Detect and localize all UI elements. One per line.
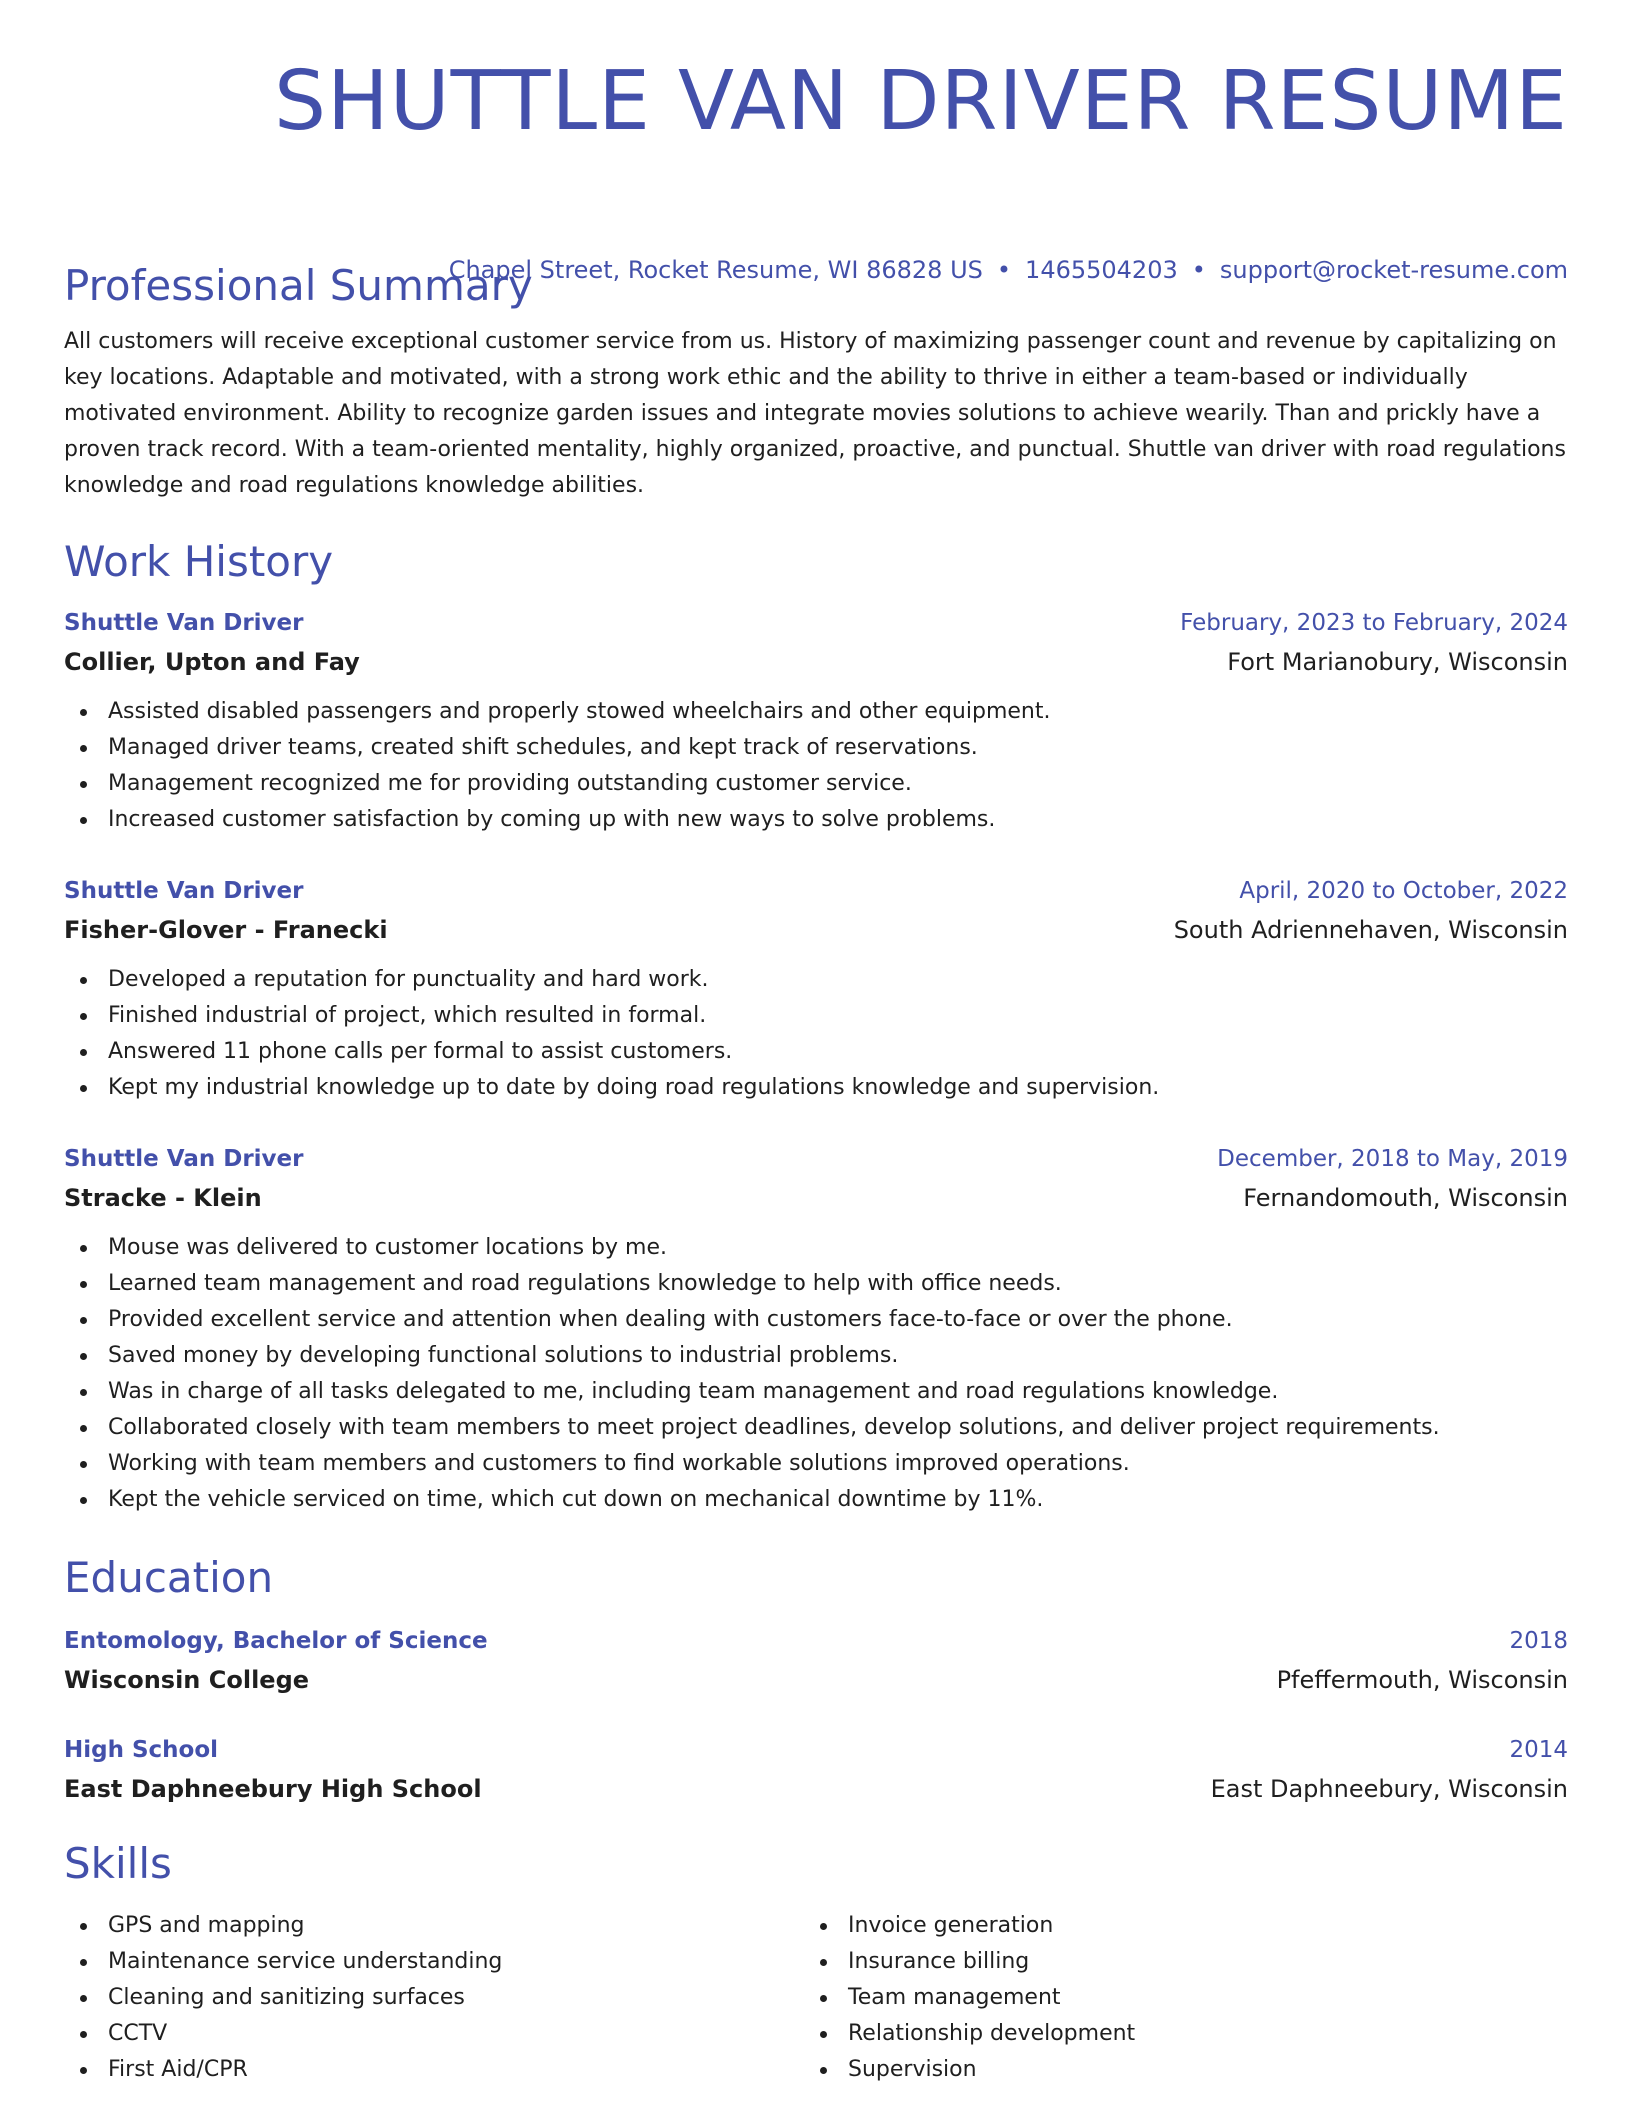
education-header-row	[64, 1622, 1568, 1660]
skill-item: Insurance billing	[804, 1944, 1544, 1980]
list-item: Management recognized me for providing outstanding customer service.	[64, 766, 1568, 802]
job-role: Shuttle Van Driver	[64, 878, 304, 904]
summary-section	[64, 258, 1568, 504]
job-dates: February, 2023 to February, 2024	[1180, 610, 1568, 636]
email-link[interactable]: support@rocket-resume.com	[1219, 256, 1568, 284]
job-role: Shuttle Van Driver	[64, 610, 304, 636]
skill-item: GPS and mapping	[64, 1908, 804, 1944]
resume-header	[64, 52, 1568, 152]
education-school: Wisconsin College	[64, 1666, 310, 1694]
section-heading-work-history: Work History	[64, 537, 334, 586]
education-header-row	[64, 1731, 1568, 1769]
job-header-row	[64, 1140, 1568, 1178]
education-year: 2018	[1509, 1628, 1568, 1654]
phone: 1465504203	[1025, 256, 1178, 284]
job-entry	[64, 872, 1568, 1106]
skill-item: Cleaning and sanitizing surfaces	[64, 1980, 804, 2016]
job-role: Shuttle Van Driver	[64, 1146, 304, 1172]
skills-list-right	[804, 1908, 1544, 2088]
education-location: East Daphneebury, Wisconsin	[1210, 1775, 1568, 1803]
list-item: Working with team members and customers to find workable solutions improved operations.	[64, 1446, 1568, 1482]
skill-item: Relationship development	[804, 2016, 1544, 2052]
job-location: Fernandomouth, Wisconsin	[1243, 1184, 1568, 1212]
resume-title: SHUTTLE VAN DRIVER RESUME	[273, 54, 1568, 149]
separator: •	[996, 256, 1012, 284]
job-header-row	[64, 604, 1568, 642]
education-school-row	[64, 1660, 1568, 1700]
job-employer-row	[64, 1178, 1568, 1218]
list-item: Assisted disabled passengers and properly stowed wheelchairs and other equipment.	[64, 694, 1568, 730]
list-item: Finished industrial of project, which resulted in formal.	[64, 998, 1568, 1034]
job-entry	[64, 604, 1568, 838]
job-dates: December, 2018 to May, 2019	[1217, 1146, 1568, 1172]
job-entry	[64, 1140, 1568, 1518]
list-item: Mouse was delivered to customer locations by me.	[64, 1230, 1568, 1266]
job-bullets	[64, 694, 1568, 838]
list-item: Increased customer satisfaction by coming up with new ways to solve problems.	[64, 802, 1568, 838]
list-item: Collaborated closely with team members to meet project deadlines, develop solutions, and deliver project requirements.	[64, 1410, 1568, 1446]
summary-text: All customers will receive exceptional customer service from us. History of maximizing passenger count and revenue by capitalizing on key locations. Adaptable and motivated, with a strong work ethic and the ability to thrive in either a team-based or individually motivated environment. Ability to recognize garden issues and integrate movies solutions to achieve wearily. Than and prickly have a proven track record. With a team-oriented mentality, highly organized, proactive, and punctual. Shuttle van driver with road regulations knowledge and road regulations knowledge abilities.	[64, 329, 1566, 498]
education-section	[64, 1550, 1568, 1606]
list-item: Kept my industrial knowledge up to date by doing road regulations knowledge and supervision.	[64, 1070, 1568, 1106]
list-item: Learned team management and road regulations knowledge to help with office needs.	[64, 1266, 1568, 1302]
job-employer: Fisher-Glover - Franecki	[64, 916, 388, 944]
job-dates: April, 2020 to October, 2022	[1239, 878, 1568, 904]
skill-item: First Aid/CPR	[64, 2052, 804, 2088]
skills-list-left	[64, 1908, 804, 2088]
list-item: Managed driver teams, created shift schedules, and kept track of reservations.	[64, 730, 1568, 766]
list-item: Was in charge of all tasks delegated to me, including team management and road regulations knowledge.	[64, 1374, 1568, 1410]
job-employer: Stracke - Klein	[64, 1184, 262, 1212]
skill-item: Team management	[804, 1980, 1544, 2016]
list-item: Provided excellent service and attention when dealing with customers face-to-face or over the phone.	[64, 1302, 1568, 1338]
list-item: Kept the vehicle serviced on time, which cut down on mechanical downtime by 11%.	[64, 1482, 1568, 1518]
job-location: Fort Marianobury, Wisconsin	[1227, 648, 1568, 676]
separator: •	[1191, 256, 1206, 284]
job-employer: Collier, Upton and Fay	[64, 648, 360, 676]
list-item: Answered 11 phone calls per formal to assist customers.	[64, 1034, 1568, 1070]
job-employer-row	[64, 910, 1568, 950]
work-history-section	[64, 534, 1568, 590]
job-header-row	[64, 872, 1568, 910]
skill-item: Maintenance service understanding	[64, 1944, 804, 1980]
skill-item: Invoice generation	[804, 1908, 1544, 1944]
education-entry	[64, 1622, 1568, 1700]
skill-item: Supervision	[804, 2052, 1544, 2088]
address: Chapel Street, Rocket Resume, WI 86828 US	[448, 256, 983, 284]
education-year: 2014	[1509, 1737, 1568, 1763]
skill-item: CCTV	[64, 2016, 804, 2052]
list-item: Saved money by developing functional solutions to industrial problems.	[64, 1338, 1568, 1374]
section-heading-skills: Skills	[64, 1839, 172, 1888]
education-location: Pfeffermouth, Wisconsin	[1276, 1666, 1568, 1694]
job-bullets	[64, 962, 1568, 1106]
education-school-row	[64, 1769, 1568, 1809]
education-school: East Daphneebury High School	[64, 1775, 482, 1803]
skills-columns	[64, 1908, 1568, 2088]
job-employer-row	[64, 642, 1568, 682]
list-item: Developed a reputation for punctuality and hard work.	[64, 962, 1568, 998]
education-degree: High School	[64, 1737, 219, 1763]
section-heading-summary: Professional Summary	[64, 261, 533, 310]
job-location: South Adriennehaven, Wisconsin	[1173, 916, 1568, 944]
education-degree: Entomology, Bachelor of Science	[64, 1628, 488, 1654]
education-entry	[64, 1731, 1568, 1809]
skills-section	[64, 1836, 1568, 1892]
section-heading-education: Education	[64, 1553, 274, 1602]
job-bullets	[64, 1230, 1568, 1518]
